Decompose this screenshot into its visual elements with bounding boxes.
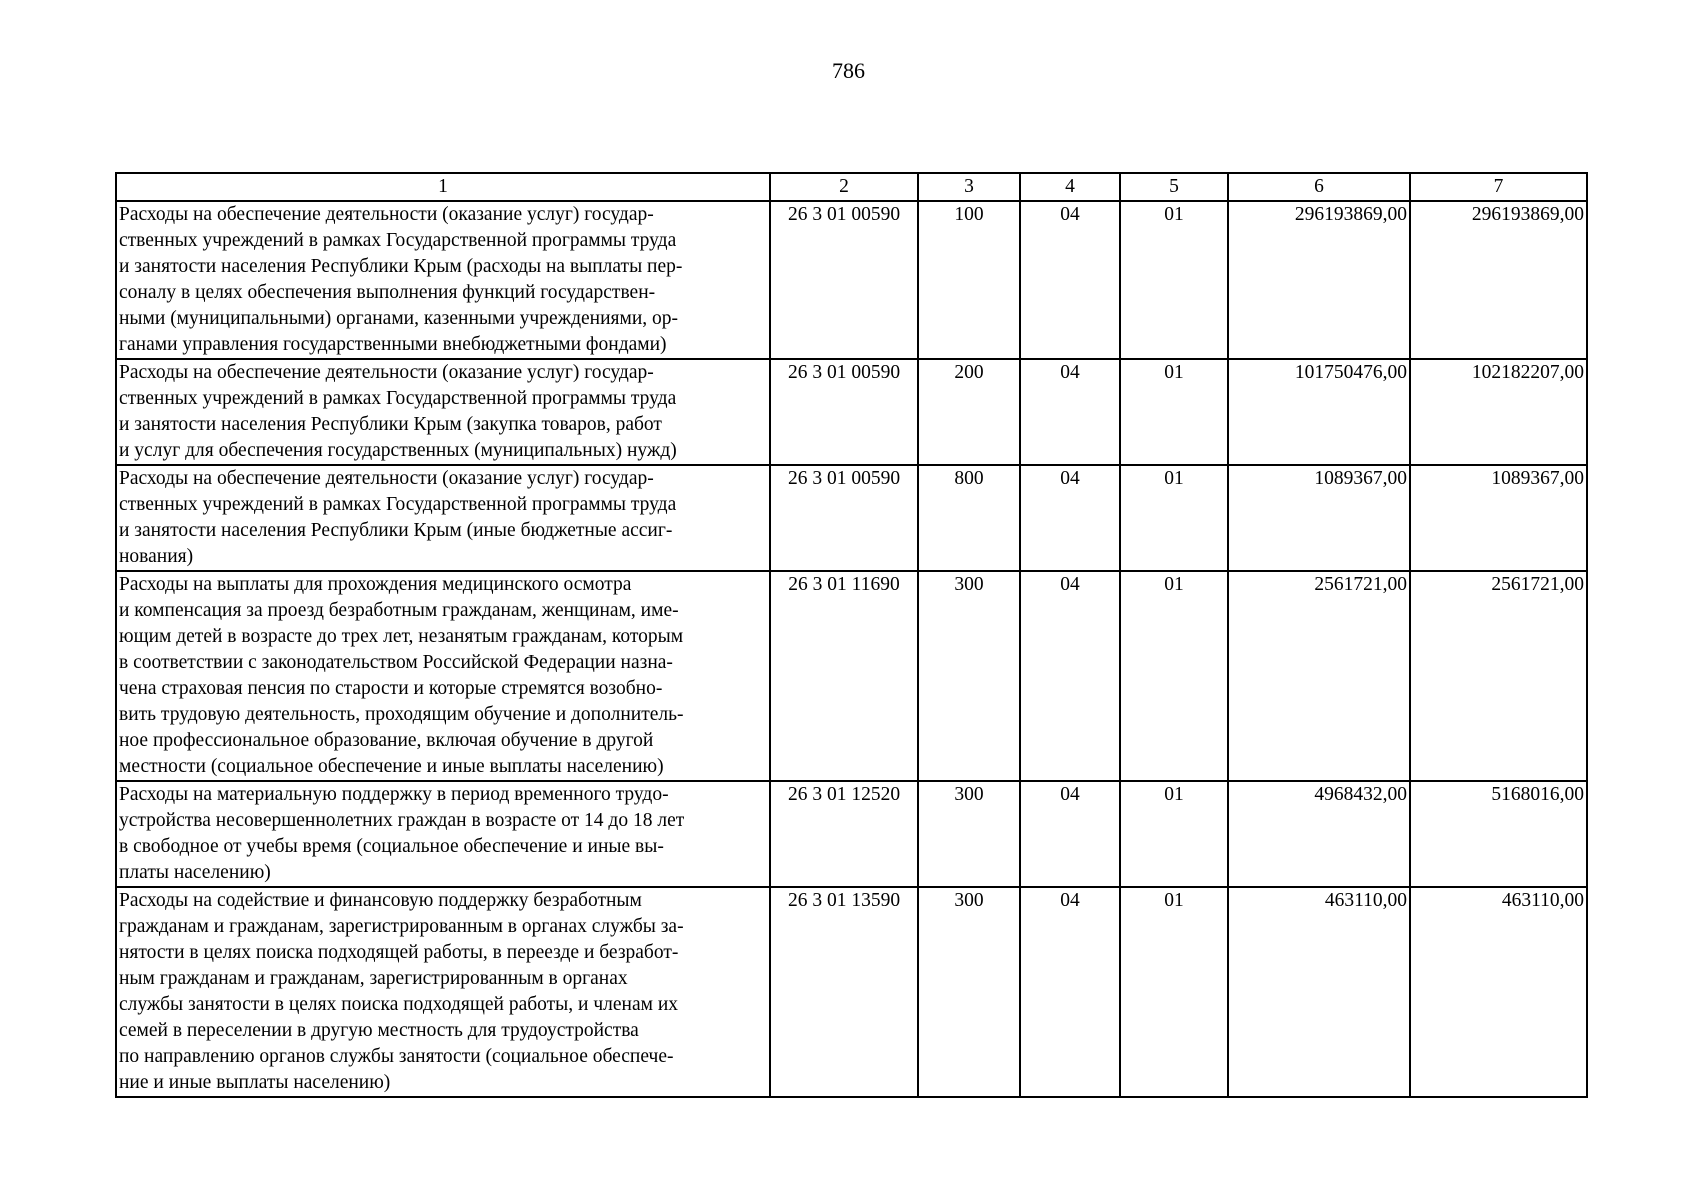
row-description: Расходы на материальную поддержку в период временного трудо- устройства несовершеннолетних граждан в возрасте от 14 до 18 лет в свободное от учебы время (социальное обеспечение и иные вы- платы населению) (116, 781, 770, 887)
row-subsection: 01 (1120, 887, 1228, 1097)
row-expense-type: 300 (918, 887, 1020, 1097)
column-header-4: 4 (1020, 173, 1120, 201)
row-target-code: 26 3 01 00590 (770, 201, 918, 359)
column-header-5: 5 (1120, 173, 1228, 201)
row-section: 04 (1020, 465, 1120, 571)
table-row (116, 781, 1587, 887)
column-header-3: 3 (918, 173, 1020, 201)
table-row (116, 887, 1587, 1097)
row-section: 04 (1020, 359, 1120, 465)
row-description: Расходы на выплаты для прохождения медицинского осмотра и компенсация за проезд безработным гражданам, женщинам, име- ющим детей в возрасте до трех лет, незанятым гражданам, которым в соответствии с законодательством Российской Федерации назна- чена страховая пенсия по старости и которые стремятся возобно- вить трудовую деятельность, проходящим обучение и дополнитель- ное профессиональное образование, включая обучение в другой местности (социальное обеспечение и иные выплаты населению) (116, 571, 770, 781)
row-amount-col6: 1089367,00 (1228, 465, 1410, 571)
row-amount-col6: 4968432,00 (1228, 781, 1410, 887)
row-amount-col7: 463110,00 (1410, 887, 1587, 1097)
row-amount-col7: 296193869,00 (1410, 201, 1587, 359)
row-subsection: 01 (1120, 781, 1228, 887)
row-subsection: 01 (1120, 571, 1228, 781)
row-subsection: 01 (1120, 201, 1228, 359)
row-subsection: 01 (1120, 359, 1228, 465)
column-header-2: 2 (770, 173, 918, 201)
row-expense-type: 300 (918, 571, 1020, 781)
column-header-1: 1 (116, 173, 770, 201)
row-expense-type: 300 (918, 781, 1020, 887)
budget-table (115, 172, 1588, 1098)
row-amount-col6: 2561721,00 (1228, 571, 1410, 781)
row-subsection: 01 (1120, 465, 1228, 571)
row-section: 04 (1020, 781, 1120, 887)
row-target-code: 26 3 01 13590 (770, 887, 918, 1097)
row-target-code: 26 3 01 12520 (770, 781, 918, 887)
row-section: 04 (1020, 887, 1120, 1097)
row-amount-col6: 296193869,00 (1228, 201, 1410, 359)
row-amount-col7: 102182207,00 (1410, 359, 1587, 465)
row-expense-type: 100 (918, 201, 1020, 359)
row-section: 04 (1020, 201, 1120, 359)
column-header-7: 7 (1410, 173, 1587, 201)
row-description: Расходы на обеспечение деятельности (оказание услуг) государ- ственных учреждений в рамках Государственной программы труда и занятости населения Республики Крым (иные бюджетные ассиг- нования) (116, 465, 770, 571)
column-header-6: 6 (1228, 173, 1410, 201)
row-description: Расходы на обеспечение деятельности (оказание услуг) государ- ственных учреждений в рамках Государственной программы труда и занятости населения Республики Крым (закупка товаров, работ и услуг для обеспечения государственных (муниципальных) нужд) (116, 359, 770, 465)
table-row (116, 359, 1587, 465)
row-description: Расходы на содействие и финансовую поддержку безработным гражданам и гражданам, зарегистрированным в органах службы за- нятости в целях поиска подходящей работы, в переезде и безработ- ным гражданам и гражданам, зарегистрированным в органах службы занятости в целях поиска подходящей работы, и членам их семей в переселении в другую местность для трудоустройства по направлению органов службы занятости (социальное обеспече- ние и иные выплаты населению) (116, 887, 770, 1097)
row-target-code: 26 3 01 00590 (770, 465, 918, 571)
header-row (116, 173, 1587, 201)
row-section: 04 (1020, 571, 1120, 781)
row-amount-col7: 5168016,00 (1410, 781, 1587, 887)
row-expense-type: 200 (918, 359, 1020, 465)
row-amount-col7: 1089367,00 (1410, 465, 1587, 571)
row-description: Расходы на обеспечение деятельности (оказание услуг) государ- ственных учреждений в рамках Государственной программы труда и занятости населения Республики Крым (расходы на выплаты пер- соналу в целях обеспечения выполнения функций государствен- ными (муниципальными) органами, казенными учреждениями, ор- ганами управления государственными внебюджетными фондами) (116, 201, 770, 359)
row-target-code: 26 3 01 11690 (770, 571, 918, 781)
row-amount-col6: 101750476,00 (1228, 359, 1410, 465)
table-row (116, 571, 1587, 781)
row-amount-col7: 2561721,00 (1410, 571, 1587, 781)
page-number: 786 (832, 58, 865, 83)
row-amount-col6: 463110,00 (1228, 887, 1410, 1097)
table-row (116, 465, 1587, 571)
row-target-code: 26 3 01 00590 (770, 359, 918, 465)
table-row (116, 201, 1587, 359)
row-expense-type: 800 (918, 465, 1020, 571)
